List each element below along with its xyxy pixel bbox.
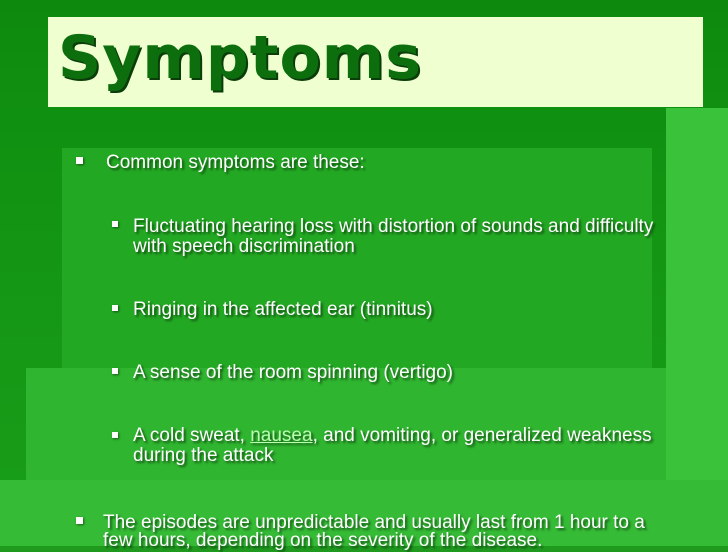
- bullet-icon: [76, 157, 83, 164]
- list-item-line: during the attack: [133, 445, 274, 466]
- list-item-line: A sense of the room spinning (vertigo): [133, 362, 454, 383]
- footer-text: The episodes are unpredictable and usually last from 1 hour to a: [103, 512, 645, 533]
- bullet-icon: [76, 517, 83, 524]
- nausea-link[interactable]: nausea: [250, 425, 313, 446]
- list-item-line: with speech discrimination: [133, 236, 355, 257]
- list-item-line: Fluctuating hearing loss with distortion of sounds and difficulty: [133, 216, 654, 237]
- footer-text: few hours, depending on the severity of the disease.: [103, 530, 543, 551]
- bullet-icon: [112, 305, 118, 311]
- slide-title: Symptoms: [58, 23, 422, 93]
- list-item-line: [133, 425, 652, 447]
- list-item-line: Ringing in the affected ear (tinnitus): [133, 299, 433, 320]
- bullet-icon: [112, 368, 118, 374]
- list-item-text: , and vomiting, or generalized weakness: [312, 425, 652, 446]
- bullet-icon: [112, 221, 118, 227]
- list-item-text: A cold sweat,: [133, 425, 251, 446]
- intro-text: Common symptoms are these:: [106, 152, 365, 173]
- bullet-icon: [112, 432, 118, 438]
